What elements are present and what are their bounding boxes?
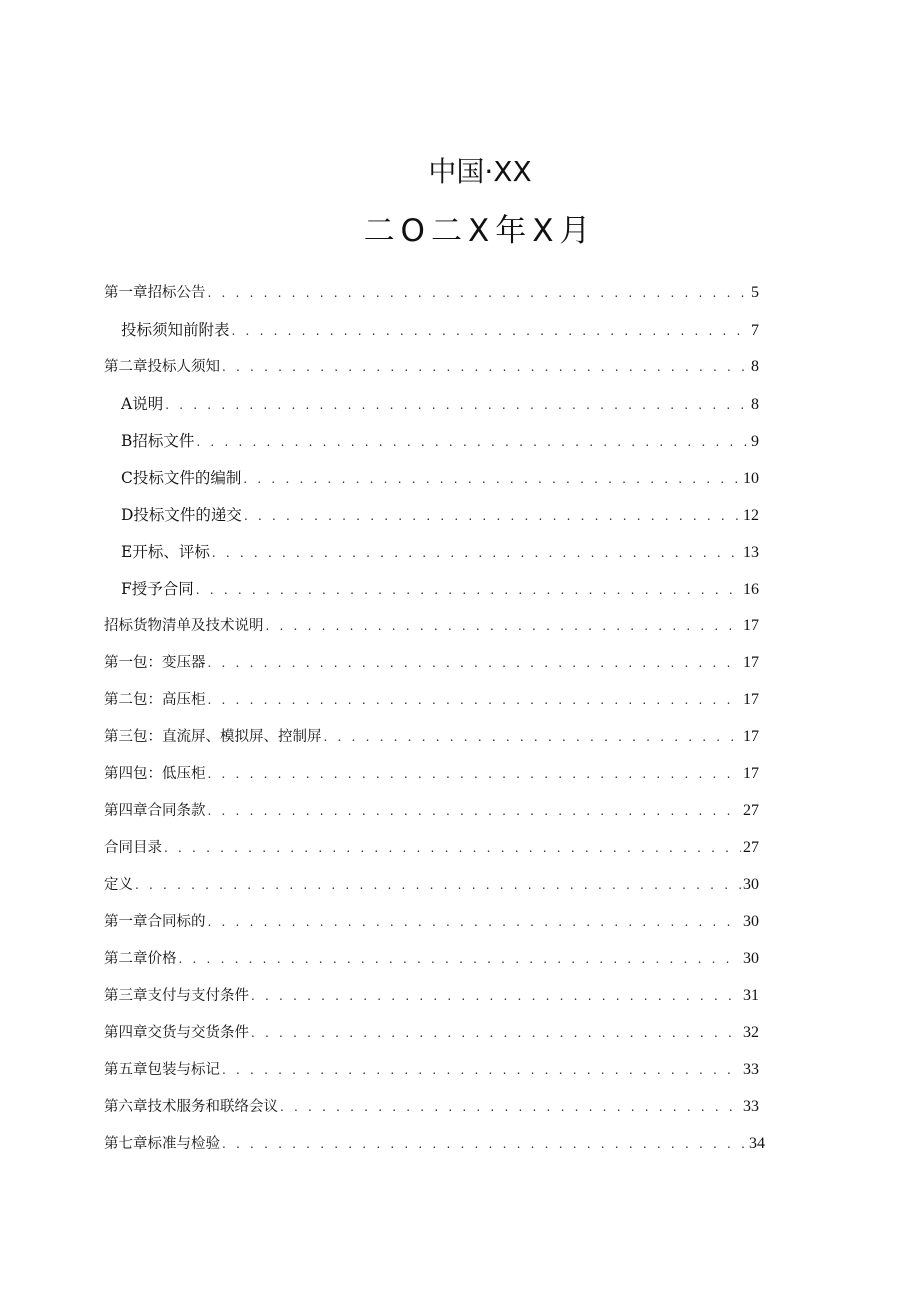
toc-entry-page-number: 30 <box>743 913 759 930</box>
toc-entry[interactable] <box>104 1060 759 1097</box>
toc-entry[interactable] <box>104 394 759 431</box>
table-of-contents <box>104 283 765 1171</box>
toc-dot-leader <box>208 912 742 932</box>
toc-entry[interactable] <box>104 320 759 357</box>
toc-entry[interactable] <box>104 653 759 690</box>
toc-dot-leader <box>164 838 741 858</box>
toc-entry-page-number: 17 <box>743 765 759 782</box>
toc-entry[interactable] <box>104 764 759 801</box>
toc-dot-leader <box>135 875 741 895</box>
toc-entry-label: 第二包：高压柜 <box>104 692 206 708</box>
toc-dot-leader <box>280 1097 741 1117</box>
toc-entry[interactable] <box>104 838 759 875</box>
toc-entry-label: 第一章招标公告 <box>104 285 206 301</box>
toc-entry-page-number: 5 <box>751 284 759 301</box>
toc-entry-page-number: 27 <box>743 802 759 819</box>
toc-entry-label: 第四章交货与交货条件 <box>104 1025 249 1041</box>
toc-entry-label: 第三章支付与支付条件 <box>104 988 249 1004</box>
toc-dot-leader <box>208 690 742 710</box>
toc-entry[interactable] <box>104 986 759 1023</box>
toc-entry-label: 第四章合同条款 <box>104 803 206 819</box>
toc-entry[interactable] <box>104 357 759 394</box>
toc-entry-label: 投标须知前附表 <box>121 321 230 339</box>
toc-entry[interactable] <box>104 1023 759 1060</box>
toc-dot-leader <box>208 764 742 784</box>
toc-entry-label: 第四包：低压柜 <box>104 766 206 782</box>
toc-entry[interactable] <box>104 1134 765 1171</box>
toc-entry-page-number: 7 <box>751 322 759 339</box>
toc-entry[interactable] <box>104 579 759 616</box>
toc-entry-page-number: 32 <box>743 1024 759 1041</box>
toc-entry-label: 第七章标准与检验 <box>104 1136 220 1152</box>
toc-entry[interactable] <box>104 801 759 838</box>
toc-entry-page-number: 13 <box>743 544 759 561</box>
toc-entry-page-number: 33 <box>743 1098 759 1115</box>
toc-entry[interactable] <box>104 1097 759 1134</box>
toc-dot-leader <box>222 1134 747 1154</box>
toc-entry-label: 定义 <box>104 877 133 893</box>
toc-dot-leader <box>179 949 742 969</box>
toc-entry[interactable] <box>104 505 759 542</box>
toc-entry-page-number: 34 <box>749 1135 765 1152</box>
toc-entry-page-number: 30 <box>743 876 759 893</box>
toc-dot-leader <box>243 469 741 489</box>
toc-entry-label: D投标文件的递交 <box>121 506 242 524</box>
toc-entry-page-number: 8 <box>751 358 759 375</box>
toc-entry[interactable] <box>104 875 759 912</box>
toc-entry-page-number: 17 <box>743 654 759 671</box>
toc-entry-label: 合同目录 <box>104 840 162 856</box>
toc-dot-leader <box>324 727 742 747</box>
toc-dot-leader <box>208 801 742 821</box>
toc-entry[interactable] <box>104 468 759 505</box>
toc-entry-page-number: 17 <box>743 691 759 708</box>
toc-dot-leader <box>232 321 749 341</box>
toc-entry-label: 招标货物清单及技术说明 <box>104 618 264 634</box>
toc-dot-leader <box>208 653 742 673</box>
toc-entry-label: C投标文件的编制 <box>121 469 242 487</box>
document-title-location: 中国·XX <box>428 155 532 188</box>
toc-entry-label: E开标、评标 <box>121 543 210 561</box>
toc-dot-leader <box>222 357 749 377</box>
toc-entry-page-number: 30 <box>743 950 759 967</box>
toc-entry-label: 第三包：直流屏、模拟屏、控制屏 <box>104 729 322 745</box>
toc-dot-leader <box>251 986 741 1006</box>
toc-dot-leader <box>212 543 741 563</box>
toc-dot-leader <box>165 395 749 415</box>
toc-entry-page-number: 33 <box>743 1061 759 1078</box>
toc-entry-page-number: 10 <box>743 470 759 487</box>
toc-entry[interactable] <box>104 616 759 653</box>
toc-entry[interactable] <box>104 912 759 949</box>
toc-entry-page-number: 31 <box>743 987 759 1004</box>
toc-dot-leader <box>251 1023 741 1043</box>
toc-entry-label: 第六章技术服务和联络会议 <box>104 1099 278 1115</box>
toc-entry-page-number: 12 <box>743 507 759 524</box>
toc-entry[interactable] <box>104 542 759 579</box>
toc-entry-page-number: 9 <box>751 433 759 450</box>
toc-entry[interactable] <box>104 431 759 468</box>
toc-entry-label: 第二章投标人须知 <box>104 359 220 375</box>
toc-entry-label: F授予合同 <box>121 580 194 598</box>
toc-entry-label: B招标文件 <box>121 432 195 450</box>
toc-entry[interactable] <box>104 727 759 764</box>
document-title-date: 二O二X年X月 <box>363 213 597 249</box>
toc-entry-page-number: 8 <box>751 396 759 413</box>
toc-entry-page-number: 16 <box>743 581 759 598</box>
toc-entry-page-number: 17 <box>743 617 759 634</box>
toc-dot-leader <box>196 432 749 452</box>
toc-entry-page-number: 27 <box>743 839 759 856</box>
toc-entry[interactable] <box>104 690 759 727</box>
toc-dot-leader <box>196 580 741 600</box>
toc-entry-label: 第一包：变压器 <box>104 655 206 671</box>
toc-entry-label: 第一章合同标的 <box>104 914 206 930</box>
toc-entry-label: 第二章价格 <box>104 951 177 967</box>
toc-dot-leader <box>222 1060 741 1080</box>
toc-entry-label: A说明 <box>121 395 164 413</box>
toc-entry[interactable] <box>104 283 759 320</box>
toc-dot-leader <box>266 616 742 636</box>
toc-dot-leader <box>244 506 741 526</box>
toc-entry-label: 第五章包装与标记 <box>104 1062 220 1078</box>
toc-dot-leader <box>208 283 750 303</box>
toc-entry-page-number: 17 <box>743 728 759 745</box>
toc-entry[interactable] <box>104 949 759 986</box>
